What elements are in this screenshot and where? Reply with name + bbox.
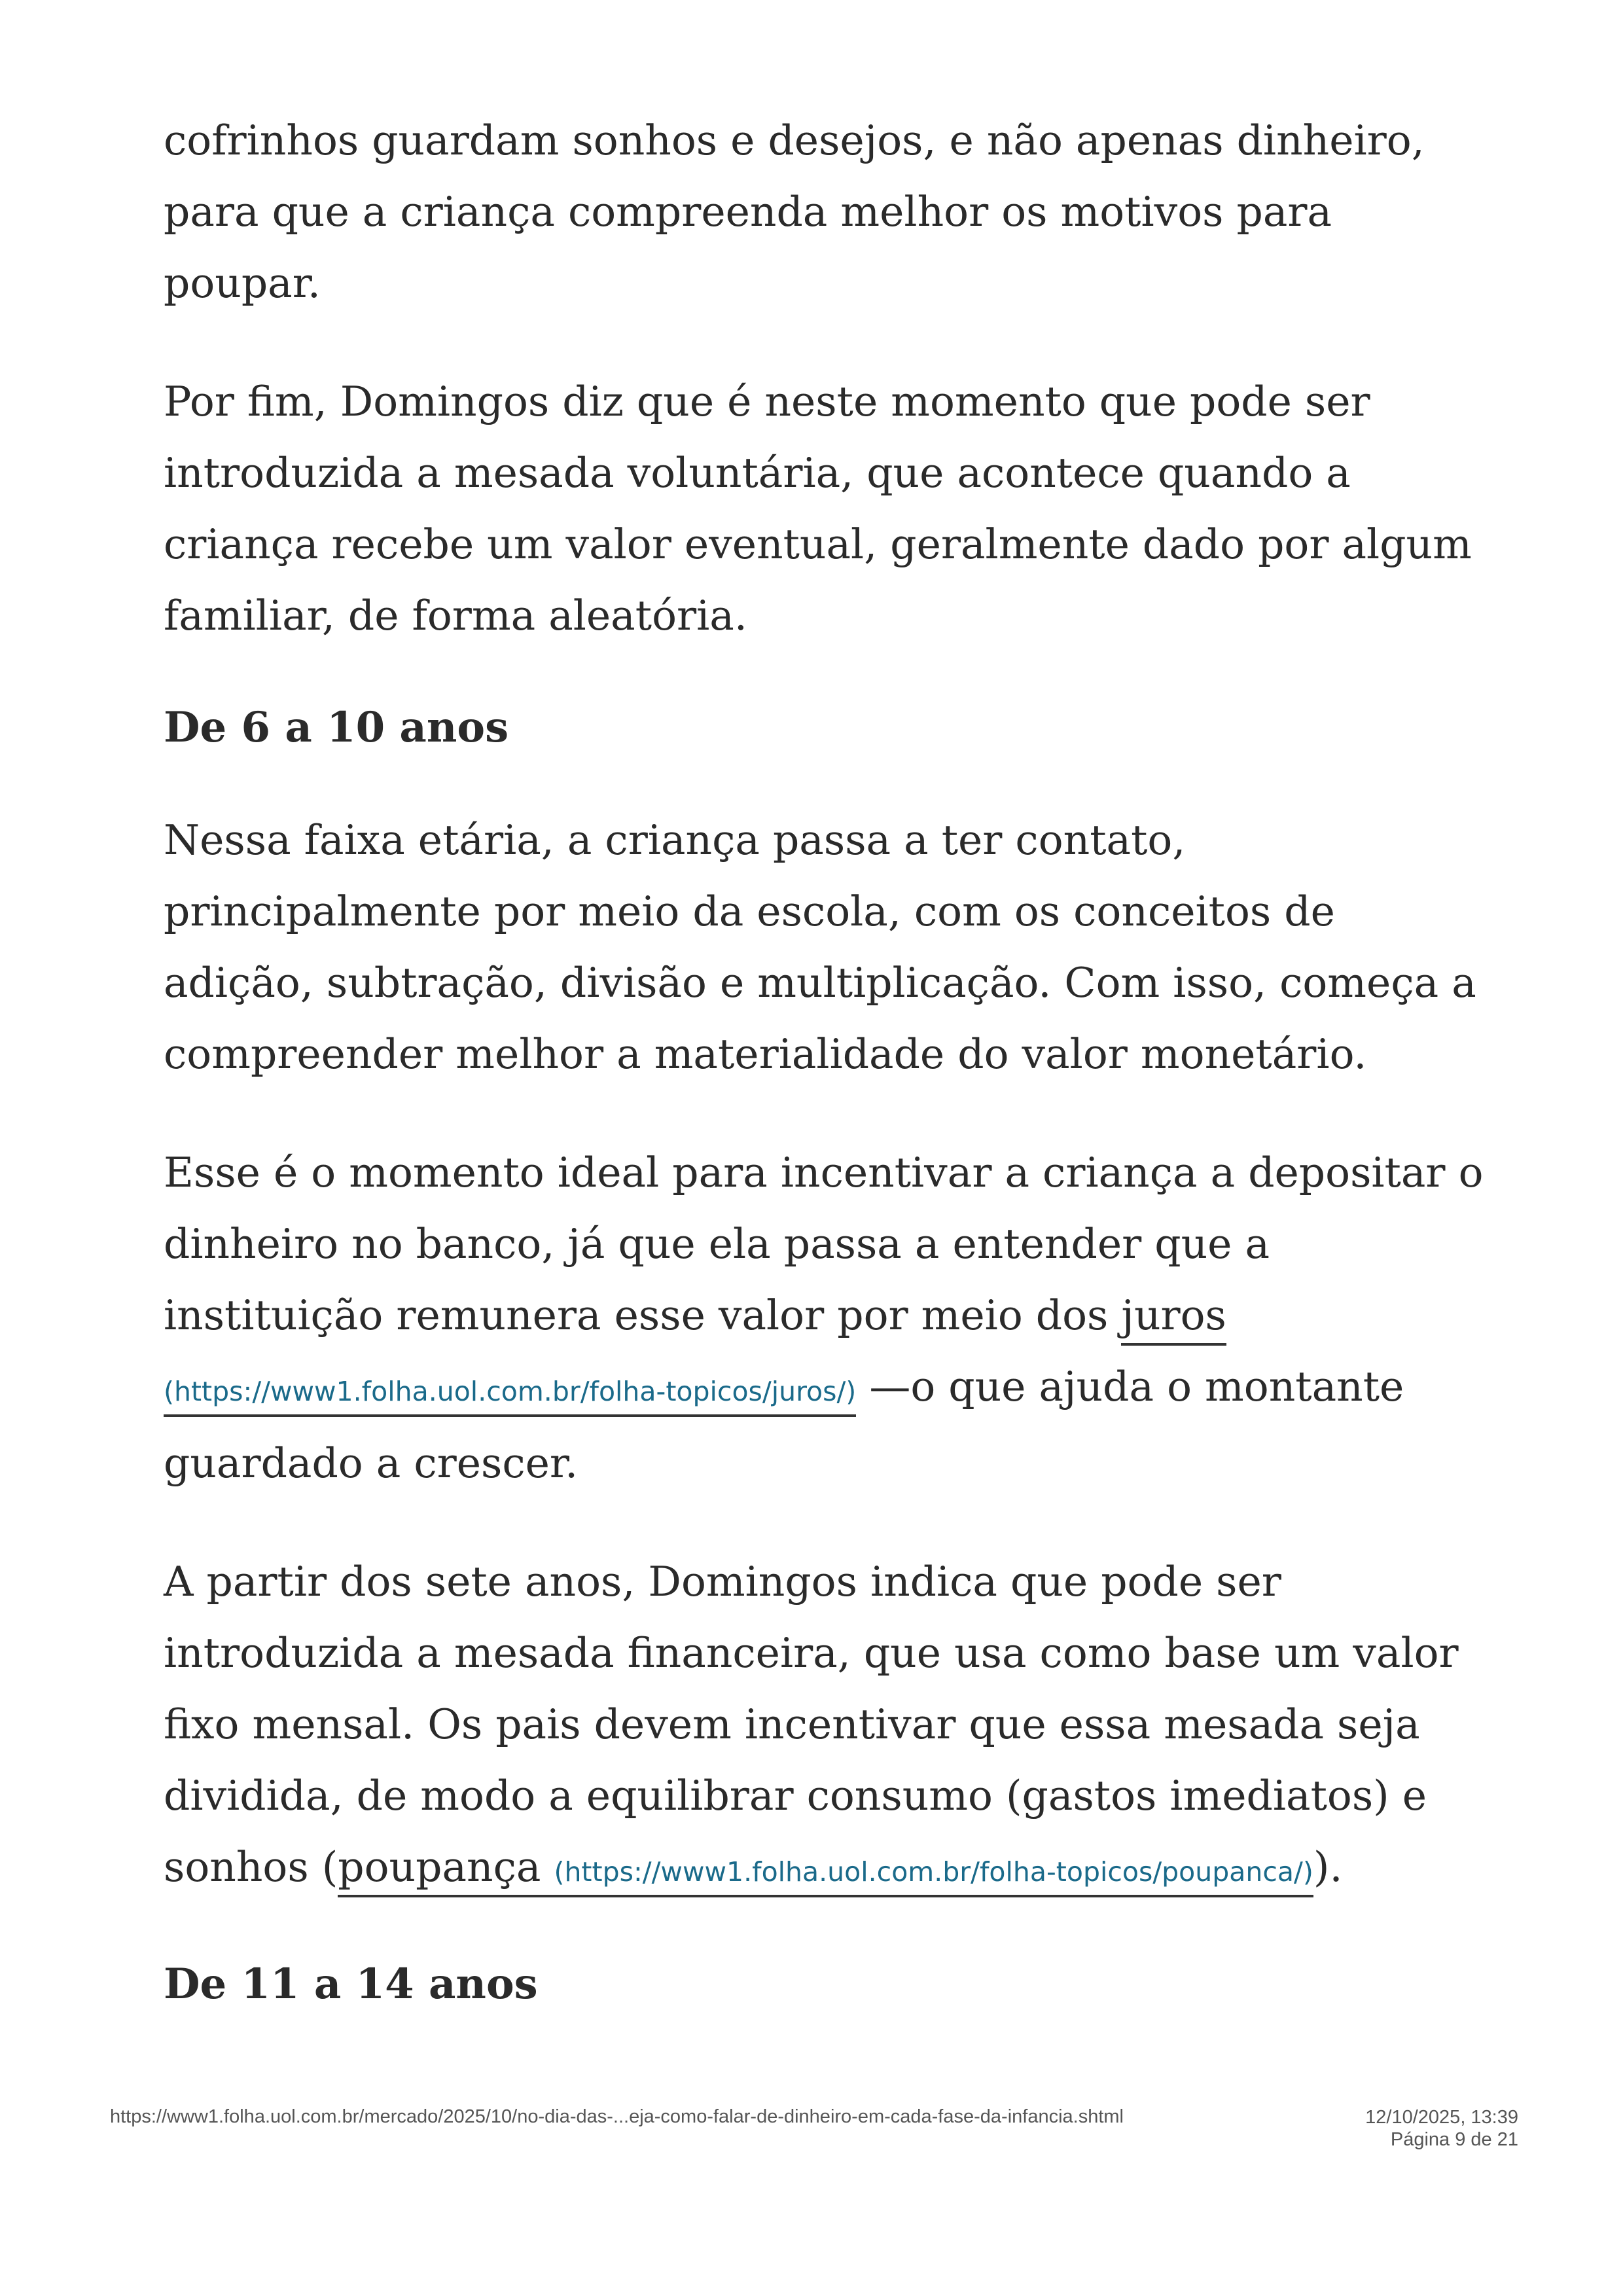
paragraph-banco-juros <box>164 1137 1486 1499</box>
paragraph-text: ). <box>1313 1843 1343 1891</box>
paragraph-text: —o que ajuda o montante guardado a crescer. <box>164 1363 1404 1487</box>
paragraph-text: Esse é o momento ideal para incentivar a criança a depositar o dinheiro no banco, já que ela passa a entender que a instituição remunera esse valor por meio dos <box>164 1149 1484 1339</box>
footer-page-number: Página 9 de 21 <box>1390 2129 1518 2150</box>
footer-page-url: https://www1.folha.uol.com.br/mercado/2025/10/no-dia-das-...eja-como-falar-de-dinheiro-em-cada-fase-da-infancia.shtml <box>110 2106 1124 2127</box>
poupanca-link[interactable] <box>338 1843 1313 1897</box>
poupanca-link-text[interactable]: poupança <box>338 1843 541 1891</box>
paragraph-mesada-voluntaria: Por fim, Domingos diz que é neste momento que pode ser introduzida a mesada voluntária, que acontece quando a criança recebe um valor eventual, geralmente dado por algum familiar, de forma aleatória. <box>164 378 1472 639</box>
section-heading-6-10: De 6 a 10 anos <box>164 703 509 752</box>
footer-datetime: 12/10/2025, 13:39 <box>1365 2107 1518 2128</box>
paragraph-cofrinhos: cofrinhos guardam sonhos e desejos, e não apenas dinheiro, para que a criança compreenda melhor os motivos para poupar. <box>164 117 1425 307</box>
paragraph-text: A partir dos sete anos, Domingos indica que pode ser introduzida a mesada financeira, que usa como base um valor fixo mensal. Os pais devem incentivar que essa mesada seja dividida, de modo a equilibrar consumo (gastos imediatos) e sonhos ( <box>164 1558 1459 1891</box>
footer-meta <box>1365 2106 1518 2151</box>
poupanca-link-url[interactable]: (https://www1.folha.uol.com.br/folha-topicos/poupanca/) <box>554 1856 1313 1888</box>
section-heading-11-14: De 11 a 14 anos <box>164 1960 538 2009</box>
article-body <box>164 105 1486 2061</box>
juros-link-url[interactable]: (https://www1.folha.uol.com.br/folha-topicos/juros/) <box>164 1376 857 1407</box>
paragraph-mesada-financeira <box>164 1546 1486 1908</box>
paragraph-faixa-etaria: Nessa faixa etária, a criança passa a ter contato, principalmente por meio da escola, com os conceitos de adição, subtração, divisão e multiplicação. Com isso, começa a compreender melhor a materialidade do valor monetário. <box>164 816 1476 1078</box>
juros-link-text[interactable]: juros <box>1121 1291 1226 1339</box>
